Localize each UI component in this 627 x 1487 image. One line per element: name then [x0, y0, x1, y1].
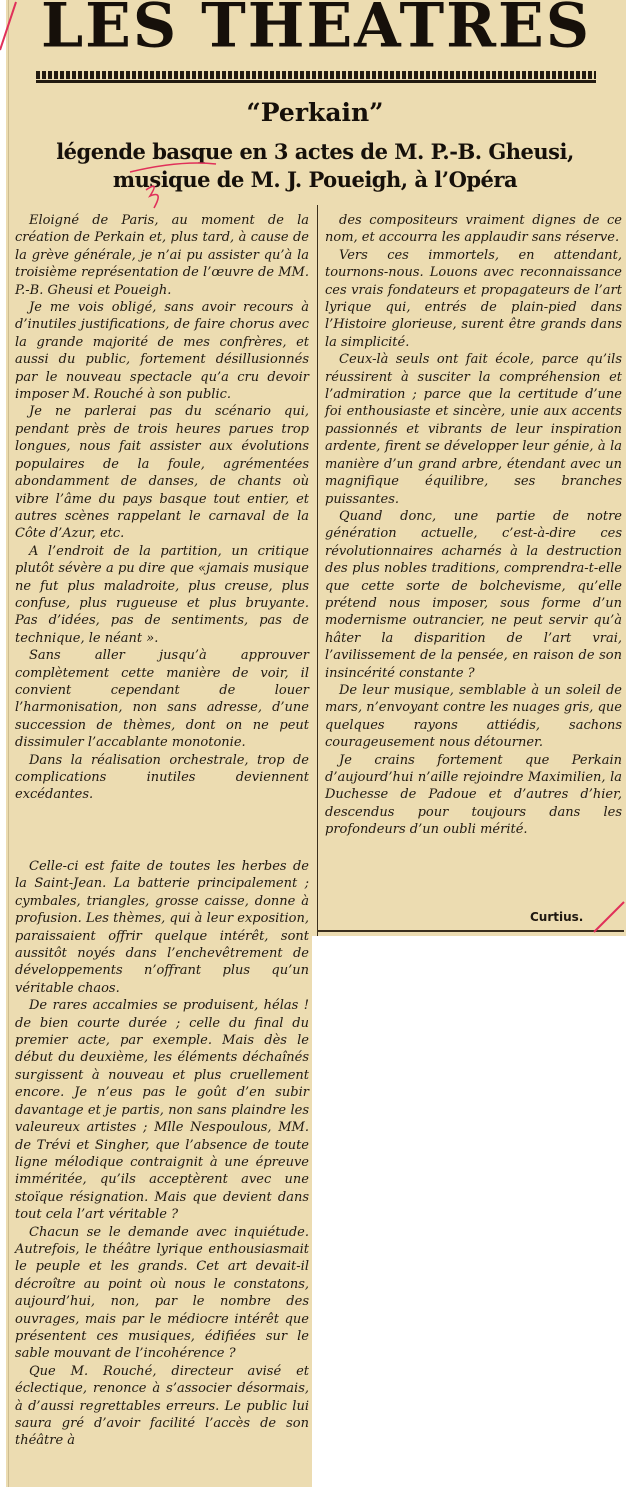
- paragraph: Dans la réalisation orchestrale, trop de complications inutiles deviennent excédantes.: [15, 752, 309, 803]
- paragraph: Je crains fortement que Perkain d’aujourd’hui n’aille rejoindre Maximilien, la Duchesse de Padoue et d’autres d’hier, descendus pour toujours dans les profondeurs d’un oubli mérité.: [325, 752, 622, 838]
- paragraph: Je me vois obligé, sans avoir recours à d’inutiles justifications, de faire chorus avec la grande majorité de mes confrères, et aussi du public, fortement désillusionnés par le nouveau spectacle qu’a cru devoir imposer M. Rouché à son public.: [15, 300, 309, 403]
- left-column-bottom: [15, 858, 309, 1450]
- red-pencil-mark-icon: [0, 0, 20, 52]
- masthead-title: LES THEATRES: [40, 0, 592, 62]
- column-divider: [317, 205, 318, 936]
- article-subtitle-line-1: légende basque en 3 actes de M. P.-B. Gheusi,: [56, 139, 574, 164]
- paragraph: Ceux-là seuls ont fait école, parce qu’ils réussirent à susciter la compréhension et l’admiration ; parce que la certitude d’une foi enthousiaste et sincère, unie aux accents passionnés et vibrants de leur inspiration ardente, firent se développer leur génie, à la manière d’un grand arbre, étendant avec un magnifique équilibre, ses branches puissantes.: [325, 352, 622, 507]
- paragraph: Celle-ci est faite de toutes les herbes de la Saint-Jean. La batterie principalement ; cymbales, triangles, grosse caisse, donne à profusion. Les thèmes, qui à leur exposition, paraissaient offrir quelque intérêt, sont aussitôt noyés dans l’enchevêtrement de développements n’offrant plus qu’un véritable chaos.: [15, 859, 309, 996]
- paragraph: Quand donc, une partie de notre génération actuelle, c’est-à-dire ces révolutionnaires acharnés à la destruction des plus nobles traditions, comprendra-t-elle que cette sorte de bolchevisme, qu’elle prétend nous imposer, sous forme d’un modernisme outrancier, ne peut servir qu’à hâter la disparition de l’art vrai, l’avilissement de la pensée, en raison de son insincérité constante ?: [325, 508, 622, 681]
- paragraph: A l’endroit de la partition, un critique plutôt sévère a pu dire que «jamais musique ne fut plus maladroite, plus creuse, plus confuse, plus rugueuse et plus bruyante. Pas d’idées, pas de sentiments, pas de technique, le néant ».: [15, 543, 309, 646]
- right-column: [325, 212, 622, 839]
- paragraph: Sans aller jusqu’à approuver complètement cette manière de voir, il convient cependant de louer l’harmonisation, non sans adresse, d’une succession de thèmes, dont on ne peut dissimuler l’accablante monotonie.: [15, 648, 309, 751]
- masthead-solid-rule: [36, 80, 596, 83]
- right-column-end-rule: [318, 930, 624, 932]
- paragraph: des compositeurs vraiment dignes de ce nom, et accourra les applaudir sans réserve.: [325, 213, 622, 246]
- red-pencil-tick-icon: [590, 898, 626, 936]
- paragraph: De rares accalmies se produisent, hélas ! de bien courte durée ; celle du final du premier acte, par exemple. Mais dès le début du deuxième, les éléments déchaînés surgissent à nouveau et plus cruellement encore. Je n’eus pas le goût d’en subir davantage et je partis, non sans plaindre les valeureux artistes ; Mlle Nespoulous, MM. de Trévi et Singher, que l’absence de toute ligne mélodique contraignit à une épreuve imméritée, qu’ils acceptèrent avec une stoïque résignation. Mais que devient dans tout cela l’art véritable ?: [15, 998, 309, 1223]
- left-column-top: [15, 212, 309, 804]
- paragraph: Chacun se le demande avec inquiétude. Autrefois, le théâtre lyrique enthousiasmait le peuple et les grands. Cet art devait-il décroître au point où nous le constatons, aujourd’hui, non, par le nombre des ouvrages, mais par le médiocre intérêt que présentent ces musiques, édifiées sur le sable mouvant de l’incohérence ?: [15, 1224, 309, 1362]
- paragraph: Vers ces immortels, en attendant, tournons-nous. Louons avec reconnaissance ces vrais fondateurs et propagateurs de l’art lyrique qui, entrés de plain-pied dans l’Histoire glorieuse, surent être grands dans la simplicité.: [325, 247, 622, 350]
- article-title: “Perkain”: [246, 98, 384, 127]
- left-margin-line: [8, 0, 9, 1487]
- author-signature: Curtius.: [530, 910, 584, 924]
- red-pencil-annotation-icon: [120, 150, 250, 210]
- article-subtitle-line-2: musique de M. J. Poueigh, à l’Opéra: [112, 167, 518, 192]
- paragraph: De leur musique, semblable à un soleil de mars, n’envoyant contre les nuages gris, que quelques rayons attiédis, sachons courageusement nous détourner.: [325, 682, 622, 751]
- masthead-dotted-rule: [36, 71, 596, 79]
- paragraph: Je ne parlerai pas du scénario qui, pendant près de trois heures parues trop longues, nous fait assister aux évolutions populaires de la foule, agrémentées abondamment de danses, de chants où vibre l’âme du pays basque tout entier, et autres scènes rappelant le carnaval de la Côte d’Azur, etc.: [15, 404, 309, 542]
- paragraph: Que M. Rouché, directeur avisé et éclectique, renonce à s’associer désormais, à d’aussi regrettables erreurs. Le public lui saura gré d’avoir facilité l’accès de son théâtre à: [15, 1363, 309, 1449]
- paragraph: Eloigné de Paris, au moment de la création de Perkain et, plus tard, à cause de la grève générale, je n’ai pu assister qu’à la troisième représentation de l’œuvre de MM. P.-B. Gheusi et Poueigh.: [15, 213, 309, 298]
